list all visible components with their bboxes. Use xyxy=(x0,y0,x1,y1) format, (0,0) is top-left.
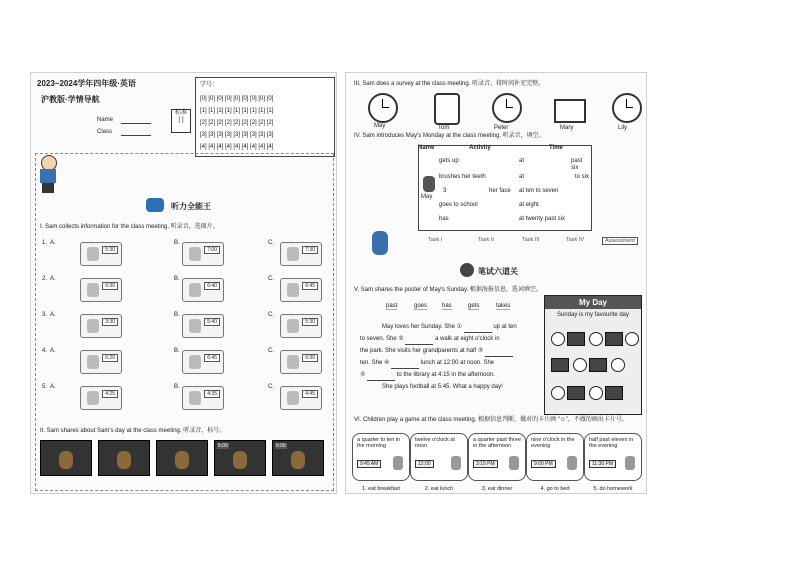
word-option: goes xyxy=(414,303,428,309)
class-field[interactable] xyxy=(121,135,151,136)
task-tab[interactable]: Task III xyxy=(522,237,540,243)
picture-card[interactable] xyxy=(182,314,224,338)
option-a[interactable]: A. xyxy=(50,240,56,246)
table-cell: past six xyxy=(571,158,583,171)
card-time: 6:40 xyxy=(204,282,220,290)
picture-card[interactable] xyxy=(80,350,122,374)
listening-section xyxy=(35,153,334,491)
passage-line: lunch at 12:00 at noon. She xyxy=(420,360,495,366)
table-cell: at twenty past six xyxy=(519,216,566,222)
photo-card[interactable] xyxy=(272,440,324,476)
clock-icon xyxy=(625,332,639,346)
activity-thumbnail xyxy=(567,386,585,400)
blank-2[interactable] xyxy=(405,338,433,345)
question-1-instruction: 听录音，选图片。 xyxy=(170,224,219,230)
question-5-instruction: 根据海报信息，选词填空。 xyxy=(469,287,542,293)
photo-time: 6:00 xyxy=(276,443,286,449)
picture-card[interactable] xyxy=(280,278,322,302)
option-c[interactable]: C. xyxy=(268,276,274,282)
question-5-text: V. Sam shares the poster of May's Sunday. xyxy=(354,287,469,293)
watch-icon xyxy=(434,93,460,125)
row-number: 5. xyxy=(42,384,48,390)
clock-icon xyxy=(589,332,603,346)
clock-icon xyxy=(551,386,565,400)
clock-icon xyxy=(612,93,642,123)
card-activity: 2. eat lunch xyxy=(424,486,454,492)
game-card[interactable] xyxy=(584,433,642,492)
question-3-text: III. Sam does a survey at the class meeting. xyxy=(354,81,471,87)
passage-line: a walk at eight o'clock in xyxy=(435,336,500,342)
word-option: takes xyxy=(496,303,511,309)
blank-5[interactable] xyxy=(367,374,395,381)
table-cell: has xyxy=(439,216,449,222)
girl-may-icon xyxy=(423,176,435,192)
poster-title: My Day xyxy=(545,296,641,309)
name-label: Name xyxy=(97,117,114,123)
passage-line: May loves her Sunday. She ① xyxy=(382,324,462,330)
row-number: 1. xyxy=(42,240,48,246)
table-header: Name xyxy=(418,145,435,151)
question-3-instruction: 听录音，将时间补充完整。 xyxy=(472,81,545,87)
cartoon-boy-icon xyxy=(372,231,388,255)
task-tab[interactable]: Task I xyxy=(428,237,443,243)
card-time: 6:20 xyxy=(102,354,118,362)
card-time: 9:45 AM xyxy=(357,460,381,468)
digital-clock-icon xyxy=(554,99,586,123)
option-b[interactable]: B. xyxy=(174,240,180,246)
table-cell: 3 xyxy=(443,188,447,194)
card-time: 6:30 xyxy=(302,354,318,362)
question-4-text: IV. Sam introduces May's Monday at the class meeting. xyxy=(354,133,501,139)
question-6-text: VI. Children play a game at the class meeting. xyxy=(354,417,477,423)
table-header: Time xyxy=(549,145,563,151)
card-label: a quarter past three in the afternoon xyxy=(473,437,522,449)
picture-card[interactable] xyxy=(80,278,122,302)
table-cell: goes to school xyxy=(439,202,478,208)
table-cell: gets up xyxy=(439,158,459,164)
passage-line: to the library at 4:15 in the afternoon. xyxy=(396,372,495,378)
may-label: May xyxy=(421,194,433,200)
photo-time: 5:00 xyxy=(218,443,228,449)
class-label: Class xyxy=(97,129,113,135)
card-time: 12:00 xyxy=(415,460,434,468)
question-2-instruction: 听录音，标号。 xyxy=(183,428,226,434)
card-time: 5:40 xyxy=(204,318,220,326)
option-c[interactable]: C. xyxy=(268,348,274,354)
activity-thumbnail xyxy=(605,386,623,400)
activity-thumbnail xyxy=(589,358,607,372)
card-time: 7:00 xyxy=(204,246,220,254)
picture-card[interactable] xyxy=(182,242,224,266)
card-time: 4:35 xyxy=(204,390,220,398)
passage-line: She plays football at 5:45. What a happy day! xyxy=(382,384,503,390)
poster-subtitle: Sunday is my favourite day xyxy=(556,312,630,318)
option-a[interactable]: A. xyxy=(50,384,56,390)
table-cell: at ten to seven xyxy=(519,188,559,194)
card-time: 6:30 xyxy=(102,282,118,290)
table-cell: to six xyxy=(575,174,590,180)
card-time: 4:45 xyxy=(302,390,318,398)
picture-card[interactable] xyxy=(80,314,122,338)
writing-heading-icon xyxy=(460,263,474,277)
passage-line: the park. She visits her grandparents at half ③ xyxy=(360,348,484,354)
card-activity: 3. eat dinner xyxy=(481,486,513,492)
clock-icon xyxy=(492,93,522,123)
picture-card[interactable] xyxy=(182,350,224,374)
photo-card[interactable] xyxy=(98,440,150,476)
question-6 xyxy=(354,417,644,424)
right-page xyxy=(345,72,647,494)
word-option: past xyxy=(386,303,398,309)
picture-card[interactable] xyxy=(280,242,322,266)
score-brackets: [ ] xyxy=(178,117,184,123)
question-4 xyxy=(354,133,545,140)
activity-thumbnail xyxy=(605,332,623,346)
clock-owner: Lily xyxy=(618,125,628,131)
option-a[interactable]: A. xyxy=(50,312,56,318)
score-box[interactable] xyxy=(171,109,191,133)
card-time: 9:00 PM xyxy=(531,460,556,468)
digit-row: [1] [1] [1] [1] [1] [1] [1] [1] [1] xyxy=(200,108,274,114)
activity-thumbnail xyxy=(551,358,569,372)
clock-owner: Tom xyxy=(438,125,450,131)
picture-card[interactable] xyxy=(280,350,322,374)
blank-1[interactable] xyxy=(464,326,492,333)
game-card[interactable] xyxy=(410,433,468,492)
digit-row: [3] [3] [3] [3] [3] [3] [3] [3] [3] xyxy=(200,132,274,138)
option-b[interactable]: B. xyxy=(174,276,180,282)
passage-line: ⑤ xyxy=(360,372,366,378)
question-6-instruction: 根据信息判断，做对的卡片画 “☺”，不做的画出卡片号。 xyxy=(478,417,628,423)
card-time: 3:15 PM xyxy=(473,460,498,468)
passage xyxy=(360,321,536,393)
question-4-instruction: 听录音，填空。 xyxy=(502,133,545,139)
photo-card[interactable] xyxy=(40,440,92,476)
student-id-grid[interactable] xyxy=(195,77,335,157)
table-cell: at eight xyxy=(519,202,539,208)
card-time: 5:30 xyxy=(102,246,118,254)
clock-icon xyxy=(368,93,398,123)
name-field[interactable] xyxy=(121,123,151,124)
blank-4[interactable] xyxy=(391,362,419,369)
table-cell: her face xyxy=(489,188,511,194)
card-time: 11:30 PM xyxy=(589,460,616,468)
clock-icon xyxy=(589,386,603,400)
activity-table xyxy=(418,145,592,231)
passage-line: to seven. She ② xyxy=(360,336,404,342)
activity-thumbnail xyxy=(567,332,585,346)
clock-owner: Peter xyxy=(494,125,509,131)
card-time: 6:45 xyxy=(204,354,220,362)
digit-row: [2] [2] [2] [2] [2] [2] [2] [2] [2] xyxy=(200,120,274,126)
task-tab[interactable]: Assessment xyxy=(602,237,638,245)
writing-heading: 笔试六道关 xyxy=(478,267,518,276)
clock-icon xyxy=(573,358,587,372)
picture-card[interactable] xyxy=(280,314,322,338)
game-card[interactable] xyxy=(526,433,584,492)
question-2-text: II. Sam shares about Sam's day at the class meeting. xyxy=(40,428,182,434)
left-page xyxy=(30,72,337,494)
clock-icon xyxy=(611,358,625,372)
clock-owner: Mary xyxy=(560,125,574,131)
photo-card[interactable] xyxy=(214,440,266,476)
game-card[interactable] xyxy=(352,433,410,492)
digit-row: [0] [0] [0] [0] [0] [0] [0] [0] [0] xyxy=(200,96,274,102)
card-label: a quarter to ten in the morning xyxy=(357,437,401,449)
card-time: 3:30 xyxy=(102,318,118,326)
row-number: 3. xyxy=(42,312,48,318)
score-label: 标准 xyxy=(174,110,187,116)
option-c[interactable]: C. xyxy=(268,312,274,318)
option-a[interactable]: A. xyxy=(50,348,56,354)
option-c[interactable]: C. xyxy=(268,240,274,246)
question-3 xyxy=(354,81,544,88)
photo-card[interactable] xyxy=(156,440,208,476)
card-label: nine o'clock in the evening xyxy=(531,437,575,449)
page-subtitle: 沪教版·学情导航 xyxy=(41,95,100,104)
clock-owner: May xyxy=(374,123,386,129)
option-a[interactable]: A. xyxy=(50,276,56,282)
card-label: twelve o'clock at noon xyxy=(415,437,455,449)
clock-icon xyxy=(551,332,565,346)
card-time: 7:30 xyxy=(302,246,318,254)
my-day-poster xyxy=(544,295,642,415)
table-header: Activity xyxy=(469,145,491,151)
card-time: 5:30 xyxy=(302,318,318,326)
card-activity: 5. do homework xyxy=(593,486,633,492)
question-5 xyxy=(354,287,542,294)
picture-card[interactable] xyxy=(182,278,224,302)
option-b[interactable]: B. xyxy=(174,384,180,390)
option-b[interactable]: B. xyxy=(174,348,180,354)
card-time: 6:45 xyxy=(302,282,318,290)
passage-line: ten. She ④ xyxy=(360,360,390,366)
picture-card[interactable] xyxy=(280,386,322,410)
task-tab[interactable]: Task II xyxy=(478,237,494,243)
row-number: 2. xyxy=(42,276,48,282)
picture-card[interactable] xyxy=(80,386,122,410)
picture-card[interactable] xyxy=(80,242,122,266)
table-cell: at xyxy=(519,174,525,180)
question-1-text: I. Sam collects information for the class meeting. xyxy=(40,224,170,230)
picture-card[interactable] xyxy=(182,386,224,410)
passage-line: up at ten xyxy=(493,324,517,330)
row-number: 4. xyxy=(42,348,48,354)
task-tab[interactable]: Task IV xyxy=(566,237,585,243)
card-activity: 1. eat breakfast xyxy=(362,486,400,492)
id-label: 学号： xyxy=(200,82,219,88)
card-time: 4:25 xyxy=(102,390,118,398)
table-cell: at xyxy=(519,158,525,164)
card-label: half past eleven in the evening xyxy=(589,437,634,449)
digit-row: [4] [4] [4] [4] [4] [4] [4] [4] [4] xyxy=(200,144,274,150)
word-option: has xyxy=(442,303,452,309)
question-2 xyxy=(40,428,225,435)
headphone-icon xyxy=(146,198,164,212)
blank-3[interactable] xyxy=(485,350,513,357)
card-activity: 4. go to bed xyxy=(540,486,570,492)
option-b[interactable]: B. xyxy=(174,312,180,318)
listening-heading: 听力全能王 xyxy=(171,202,211,211)
page-title: 2023~2024学年四年级·英语 xyxy=(37,79,136,88)
table-cell: brushes her teeth xyxy=(439,174,486,180)
option-c[interactable]: C. xyxy=(268,384,274,390)
question-1 xyxy=(40,224,219,231)
game-card[interactable] xyxy=(468,433,526,492)
word-option: gets xyxy=(468,303,480,309)
